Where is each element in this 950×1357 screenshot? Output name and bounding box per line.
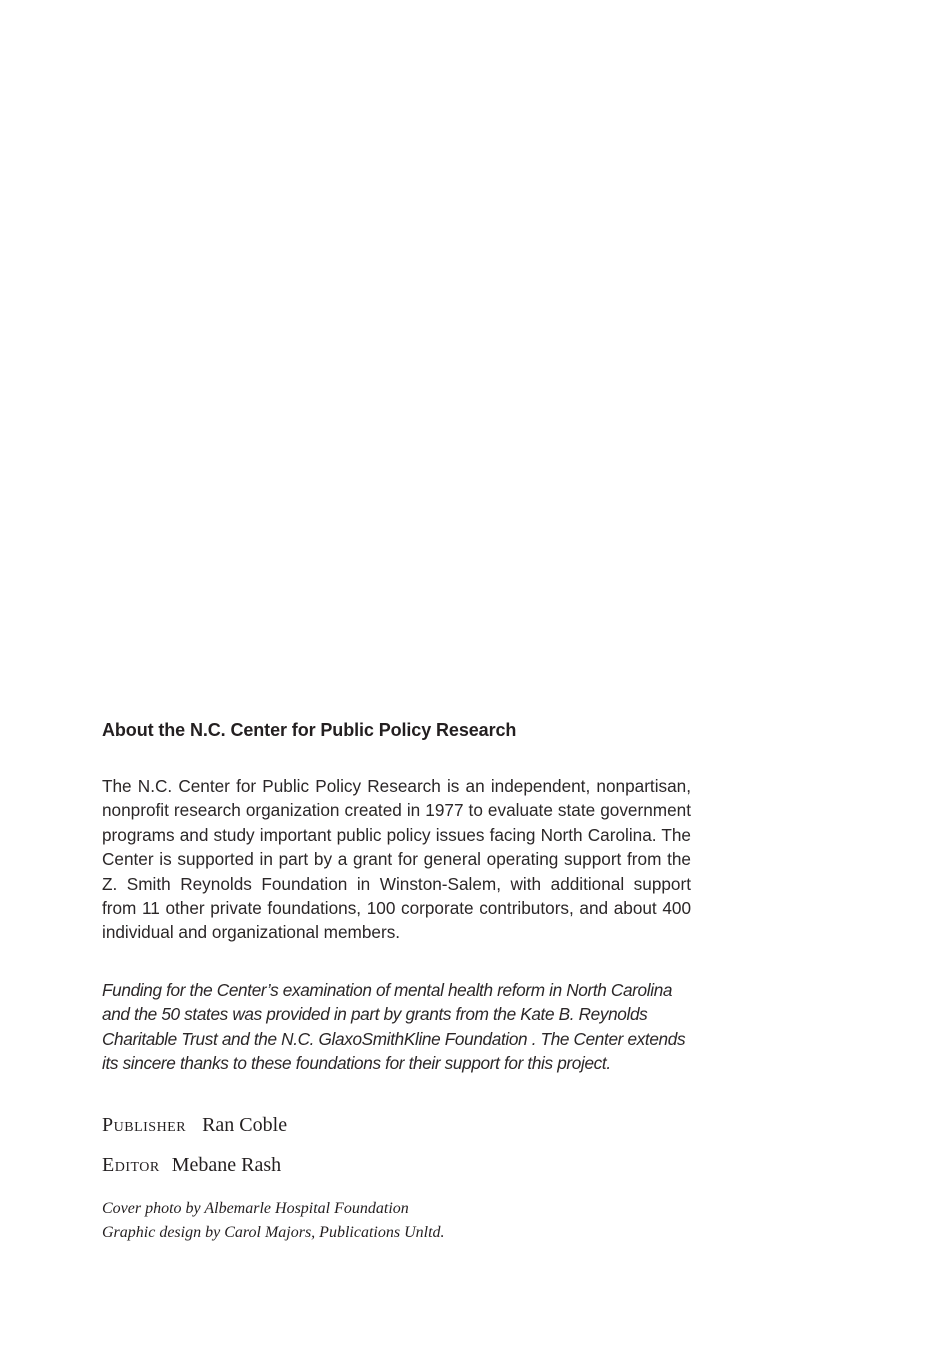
- about-paragraph: The N.C. Center for Public Policy Research is an independent, nonpartisan, nonprofit research organization created in 1977 to evaluate state government programs and study important public policy issues facing North Carolina. The Center is supported in part by a grant for general operating support from the Z. Smith Reynolds Foundation in Winston-Salem, with additional support from 11 other private foundations, 100 corporate contributors, and about 400 individual and organizational members.: [102, 776, 691, 943]
- publisher-credit: [102, 1112, 691, 1138]
- funding-paragraph: Funding for the Center’s examination of mental health reform in North Carolina and the 50 states was provided in part by grants from the Kate B. Reynolds Charitable Trust and the N.C. GlaxoSmithKline Foundation . The Center extends its sincere thanks to these foundations for their support for this project.: [102, 979, 686, 1074]
- editor-name: Mebane Rash: [171, 1154, 282, 1177]
- section-heading: About the N.C. Center for Public Policy Research: [102, 720, 517, 740]
- publisher-label: Publisher: [102, 1114, 187, 1137]
- cover-photo-credit: Cover photo by Albemarle Hospital Foundation: [102, 1200, 409, 1218]
- graphic-design-credit: Graphic design by Carol Majors, Publications Unltd.: [102, 1224, 445, 1242]
- about-section: [102, 718, 691, 1245]
- editor-credit: [102, 1152, 691, 1178]
- production-credits: [102, 1197, 691, 1245]
- editor-label: Editor: [102, 1154, 160, 1177]
- publisher-name: Ran Coble: [202, 1114, 288, 1137]
